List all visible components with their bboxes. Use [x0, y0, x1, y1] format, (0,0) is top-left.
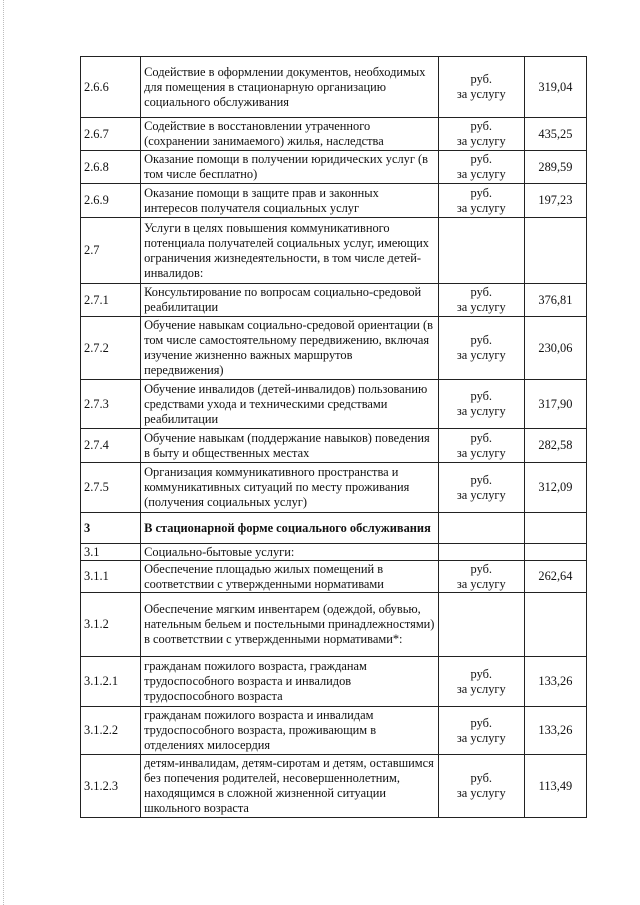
- row-unit: руб. за услугу: [438, 317, 524, 380]
- binding-margin-line: [3, 0, 6, 905]
- table-row: [81, 544, 587, 561]
- row-price: 376,81: [524, 284, 586, 317]
- row-code: 3.1.2.2: [81, 707, 141, 755]
- row-service-name: Содействие в восстановлении утраченного (сохранении занимаемого) жилья, наследства: [141, 118, 439, 151]
- row-price: [524, 593, 586, 657]
- row-service-name: Обучение инвалидов (детей-инвалидов) пользованию средствами ухода и техническими средствами реабилитации: [141, 380, 439, 429]
- row-code: 3.1.1: [81, 561, 141, 593]
- row-code: 2.6.6: [81, 57, 141, 118]
- row-unit: руб. за услугу: [438, 561, 524, 593]
- table-row: [81, 184, 587, 218]
- row-unit: руб. за услугу: [438, 118, 524, 151]
- row-service-name: Содействие в оформлении документов, необходимых для помещения в стационарную организацию социального обслуживания: [141, 57, 439, 118]
- row-service-name: детям-инвалидам, детям-сиротам и детям, оставшимся без попечения родителей, несовершеннолетним, находящимся в сложной жизненной ситуации школьного возраста: [141, 755, 439, 818]
- row-service-name: Обучение навыкам (поддержание навыков) поведения в быту и общественных местах: [141, 429, 439, 463]
- row-code: 2.7.1: [81, 284, 141, 317]
- table-row: [81, 755, 587, 818]
- row-service-name: гражданам пожилого возраста и инвалидам трудоспособного возраста, проживающим в отделениях милосердия: [141, 707, 439, 755]
- row-unit: [438, 218, 524, 284]
- row-price: 312,09: [524, 463, 586, 513]
- row-code: 2.6.7: [81, 118, 141, 151]
- row-service-name: Обеспечение мягким инвентарем (одеждой, обувью, нательным бельем и постельными принадлежностями) в соответствии с утвержденными нормативами*:: [141, 593, 439, 657]
- row-code: 3: [81, 513, 141, 544]
- table-row: [81, 463, 587, 513]
- table-row: [81, 57, 587, 118]
- table-row: [81, 513, 587, 544]
- table-row: [81, 317, 587, 380]
- row-unit: руб. за услугу: [438, 429, 524, 463]
- row-code: 2.6.9: [81, 184, 141, 218]
- row-price: [524, 218, 586, 284]
- table-row: [81, 151, 587, 184]
- row-price: 319,04: [524, 57, 586, 118]
- row-code: 2.7.2: [81, 317, 141, 380]
- table-row: [81, 118, 587, 151]
- row-code: 2.7: [81, 218, 141, 284]
- row-service-name: В стационарной форме социального обслуживания: [141, 513, 439, 544]
- row-unit: [438, 593, 524, 657]
- row-unit: руб. за услугу: [438, 151, 524, 184]
- row-code: 3.1.2.1: [81, 657, 141, 707]
- row-unit: руб. за услугу: [438, 463, 524, 513]
- table-row: [81, 218, 587, 284]
- row-price: 133,26: [524, 707, 586, 755]
- row-price: 282,58: [524, 429, 586, 463]
- row-unit: [438, 513, 524, 544]
- row-price: 113,49: [524, 755, 586, 818]
- row-unit: руб. за услугу: [438, 184, 524, 218]
- row-code: 2.7.3: [81, 380, 141, 429]
- row-price: 197,23: [524, 184, 586, 218]
- table-row: [81, 380, 587, 429]
- row-service-name: Обеспечение площадью жилых помещений в соответствии с утвержденными нормативами: [141, 561, 439, 593]
- row-unit: [438, 544, 524, 561]
- row-code: 2.6.8: [81, 151, 141, 184]
- row-code: 3.1: [81, 544, 141, 561]
- row-price: 133,26: [524, 657, 586, 707]
- row-code: 2.7.5: [81, 463, 141, 513]
- row-code: 3.1.2.3: [81, 755, 141, 818]
- row-unit: руб. за услугу: [438, 707, 524, 755]
- row-unit: руб. за услугу: [438, 284, 524, 317]
- row-unit: руб. за услугу: [438, 380, 524, 429]
- row-price: 317,90: [524, 380, 586, 429]
- row-service-name: Услуги в целях повышения коммуникативного потенциала получателей социальных услуг, имеющих ограничения жизнедеятельности, в том числе детей-инвалидов:: [141, 218, 439, 284]
- row-price: 230,06: [524, 317, 586, 380]
- row-service-name: Организация коммуникативного пространства и коммуникативных ситуаций по месту проживания (получения социальных услуг): [141, 463, 439, 513]
- services-tariff-table: [80, 56, 587, 818]
- row-unit: руб. за услугу: [438, 57, 524, 118]
- row-price: 262,64: [524, 561, 586, 593]
- row-service-name: Обучение навыкам социально-средовой ориентации (в том числе самостоятельному передвижению, включая изучение жизненно важных маршрутов передвижения): [141, 317, 439, 380]
- row-unit: руб. за услугу: [438, 755, 524, 818]
- table-row: [81, 429, 587, 463]
- row-code: 3.1.2: [81, 593, 141, 657]
- table-row: [81, 284, 587, 317]
- row-price: [524, 513, 586, 544]
- row-service-name: Оказание помощи в защите прав и законных интересов получателя социальных услуг: [141, 184, 439, 218]
- row-unit: руб. за услугу: [438, 657, 524, 707]
- table-body: [81, 57, 587, 818]
- row-service-name: Оказание помощи в получении юридических услуг (в том числе бесплатно): [141, 151, 439, 184]
- row-price: [524, 544, 586, 561]
- row-service-name: гражданам пожилого возраста, гражданам трудоспособного возраста и инвалидов трудоспособного возраста: [141, 657, 439, 707]
- row-service-name: Социально-бытовые услуги:: [141, 544, 439, 561]
- row-price: 435,25: [524, 118, 586, 151]
- table-row: [81, 593, 587, 657]
- table-row: [81, 657, 587, 707]
- table-row: [81, 707, 587, 755]
- row-code: 2.7.4: [81, 429, 141, 463]
- row-service-name: Консультирование по вопросам социально-средовой реабилитации: [141, 284, 439, 317]
- table-row: [81, 561, 587, 593]
- row-price: 289,59: [524, 151, 586, 184]
